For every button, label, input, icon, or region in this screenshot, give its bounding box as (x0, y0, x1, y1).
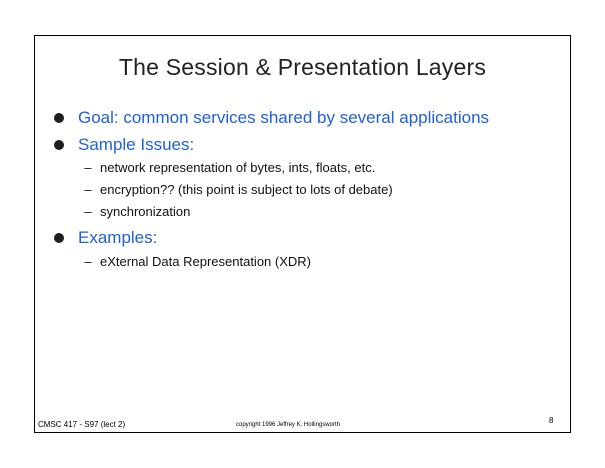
footer-course: CMSC 417 - S97 (lect 2) (38, 420, 126, 429)
sub-item-text: eXternal Data Representation (XDR) (100, 254, 311, 269)
bullet-dot-icon (54, 113, 64, 123)
bullet-goal (54, 108, 489, 128)
bullet-examples (54, 228, 157, 248)
sub-item-text: network representation of bytes, ints, floats, etc. (100, 160, 376, 175)
dash-icon: – (84, 204, 92, 219)
sub-item (82, 182, 393, 197)
bullet-text: Sample Issues: (78, 135, 195, 154)
sub-item-text: synchronization (100, 204, 191, 219)
bullet-dot-icon (54, 140, 64, 150)
sub-item (82, 254, 311, 269)
page-number: 8 (549, 416, 554, 425)
bullet-sample-issues (54, 135, 194, 155)
bullet-text: Examples: (78, 228, 158, 247)
bullet-text: Goal: common services shared by several applications (78, 108, 490, 127)
dash-icon: – (84, 160, 92, 175)
slide-title: The Session & Presentation Layers (118, 54, 487, 80)
footer-copyright: copyright 1996 Jeffrey K. Hollingsworth (236, 422, 340, 428)
sub-item (82, 204, 190, 219)
sub-item (82, 160, 375, 175)
bullet-dot-icon (54, 233, 64, 243)
dash-icon: – (84, 182, 92, 197)
dash-icon: – (84, 254, 92, 269)
sub-item-text: encryption?? (this point is subject to lots of debate) (100, 182, 393, 197)
